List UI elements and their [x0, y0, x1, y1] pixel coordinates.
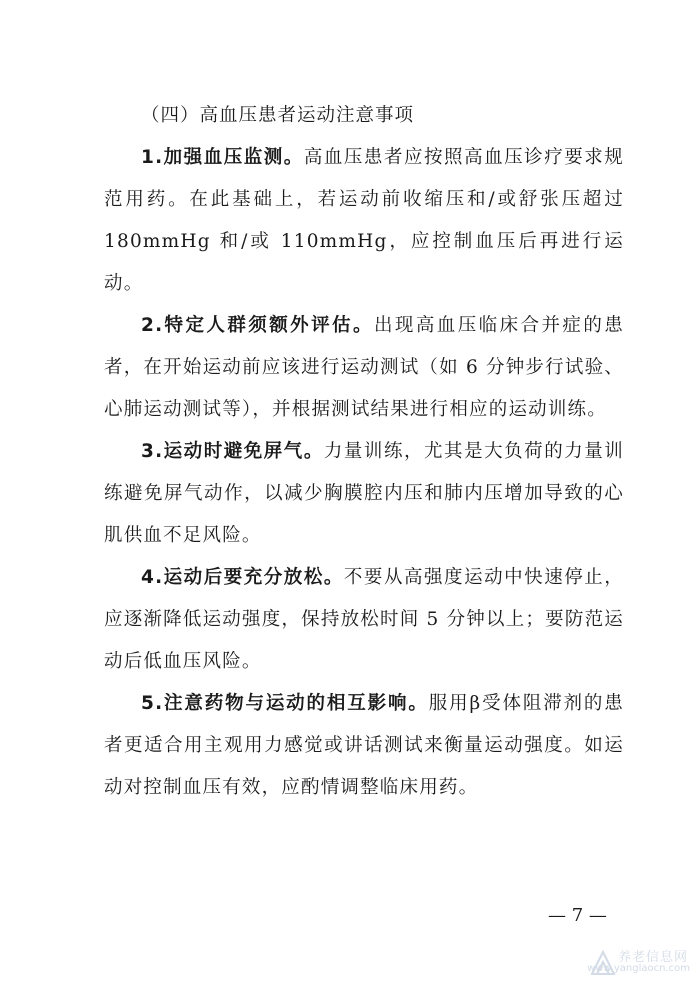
- paragraph-1-text: 高血压患者应按照高血压诊疗要求规范用药。在此基础上，若运动前收缩压和/或舒张压超过 180mmHg 和/或 110mmHg，应控制血压后再进行运动。: [104, 147, 624, 294]
- paragraph-2-text: 出现高血压临床合并症的患者，在开始运动前应该进行运动测试（如 6 分钟步行试验、心肺运动测试等），并根据测试结果进行相应的运动训练。: [104, 315, 624, 420]
- paragraph-2: [104, 305, 624, 431]
- paragraph-5-text: 服用β受体阻滞剂的患者更适合用主观用力感觉或讲话测试来衡量运动强度。如运动对控制血压有效，应酌情调整临床用药。: [104, 693, 624, 798]
- paragraph-5: [104, 683, 624, 809]
- paragraph-4-text: 不要从高强度运动中快速停止，应逐渐降低运动强度，保持放松时间 5 分钟以上；要防范运动后低血压风险。: [104, 567, 624, 672]
- paragraph-2-lead: 2.特定人群须额外评估。: [141, 315, 374, 336]
- paragraph-1: [104, 137, 624, 305]
- section-heading: （四）高血压患者运动注意事项: [141, 105, 415, 126]
- paragraph-1-lead: 1.加强血压监测。: [141, 147, 304, 168]
- paragraph-3-text: 力量训练，尤其是大负荷的力量训练避免屏气动作，以减少胸膜腔内压和肺内压增加导致的心肌供血不足风险。: [104, 441, 624, 546]
- watermark: [588, 946, 694, 980]
- page-content: [104, 95, 624, 809]
- watermark-logo-icon: [588, 948, 618, 978]
- watermark-url: www.yanglaocn.com: [587, 963, 690, 974]
- watermark-name: 养老信息网: [617, 950, 688, 965]
- paragraph-3-lead: 3.运动时避免屏气。: [141, 441, 324, 462]
- paragraph-4: [104, 557, 624, 683]
- paragraph-5-lead: 5.注意药物与运动的相互影响。: [141, 693, 429, 714]
- paragraph-3: [104, 431, 624, 557]
- page-number: — 7 —: [548, 905, 607, 926]
- paragraph-4-lead: 4.运动后要充分放松。: [141, 567, 344, 588]
